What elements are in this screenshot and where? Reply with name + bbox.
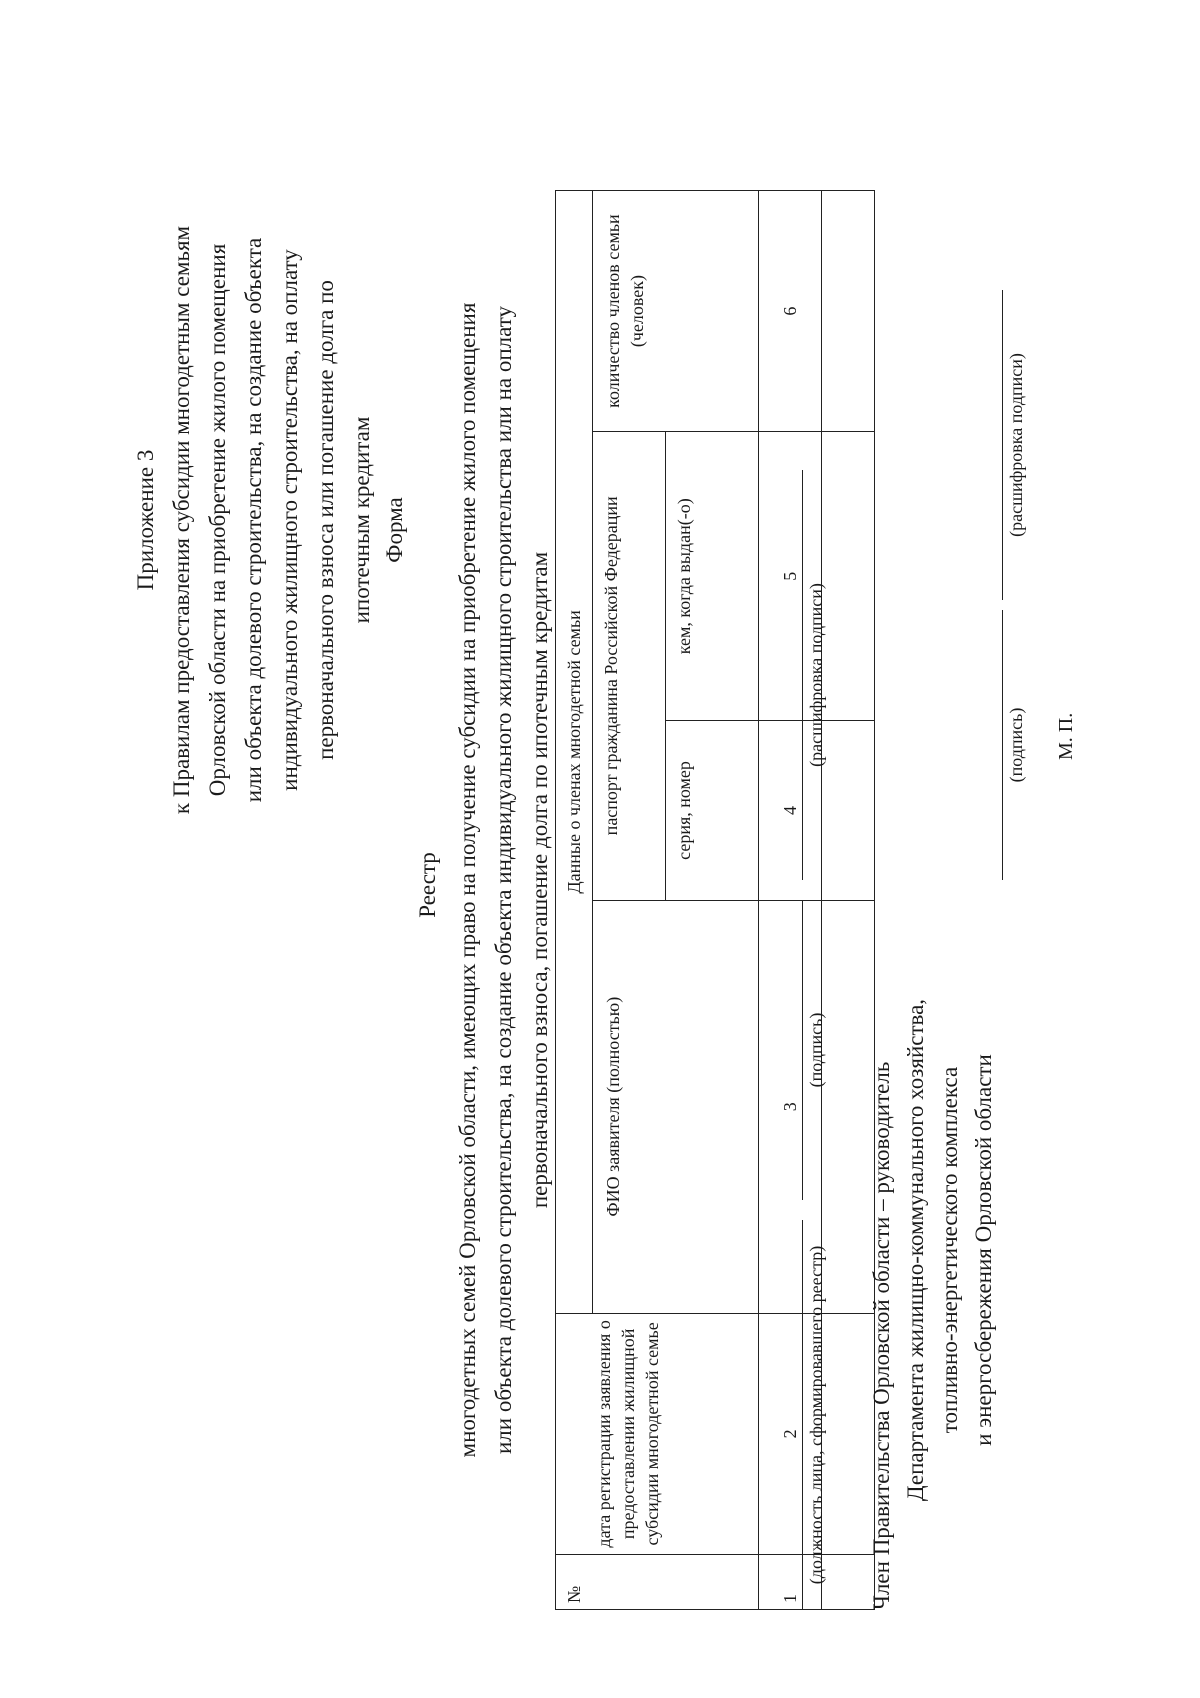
appendix-line: к Правилам предоставления субсидии многодетным семьям	[169, 225, 194, 815]
appendix-line: Орловской области на приобретение жилого помещения	[205, 243, 230, 797]
position-label: (должность лица, сформировавшего реестр)	[806, 1245, 826, 1585]
header-passport-issued: кем, когда выдан(-о)	[666, 432, 759, 721]
rotated-document-page	[120, 130, 1180, 1640]
registry-title: Реестр	[415, 852, 440, 918]
member-line: Департамента жилищно-коммунального хозяйства,	[903, 998, 928, 1502]
registry-line: или объекта долевого строительства, на создание объекта индивидуального жилищного строительства или на оплату	[491, 306, 516, 1454]
header-family-count: количество членов семьи (человек)	[593, 191, 759, 432]
stamp-placeholder: М. П.	[1055, 712, 1077, 760]
decoding-line-2	[1002, 290, 1003, 600]
header-passport: паспорт гражданина Российской Федерации	[593, 432, 666, 900]
decoding-label-2: (расшифровка подписи)	[1006, 353, 1026, 537]
header-family-data: Данные о членах многодетной семьи	[556, 191, 593, 1314]
signature-line-2	[1002, 610, 1003, 880]
member-line: топливно-энергетического комплекса	[937, 1066, 962, 1434]
cell-number: 6	[759, 191, 822, 432]
cell-number: 4	[759, 721, 822, 900]
appendix-line: первоначального взноса или погашение долга по	[313, 280, 338, 760]
header-applicant-name: ФИО заявителя (полностью)	[593, 900, 759, 1313]
registry-line: первоначального взноса, погашение долга по ипотечным кредитам	[527, 551, 552, 1209]
appendix-line: или объекта долевого строительства, на создание объекта	[241, 237, 266, 803]
cell-number: 5	[759, 432, 822, 721]
header-registration-date: дата регистрации заявления о предоставлении жилищной субсидии многодетной семье	[556, 1313, 759, 1554]
registry-table	[555, 190, 875, 1610]
cell-number: 3	[759, 900, 822, 1313]
empty-cell	[822, 191, 875, 432]
appendix-line: индивидуального жилищного строительства, на оплату	[277, 249, 302, 791]
form-label: Форма	[382, 497, 407, 563]
member-line: и энергосбережения Орловской области	[971, 1054, 996, 1446]
empty-cell	[822, 432, 875, 721]
registry-line: многодетных семей Орловской области, имеющих право на получение субсидии на приобретение жилого помещения	[455, 302, 480, 1458]
decoding-label: (расшифровка подписи)	[806, 583, 826, 767]
appendix-line: ипотечным кредитам	[349, 416, 374, 624]
signature-line	[802, 900, 803, 1200]
decoding-line	[802, 470, 803, 880]
member-line: Член Правительства Орловской области – руководитель	[869, 1061, 894, 1610]
appendix-header	[128, 130, 380, 910]
header-number: №	[556, 1554, 759, 1609]
table-header-row	[556, 191, 593, 1610]
cell-number: 1	[759, 1554, 822, 1609]
appendix-line: Приложение 3	[133, 449, 158, 591]
registry-description	[450, 200, 558, 1560]
member-title	[865, 890, 1001, 1610]
header-passport-series: серия, номер	[666, 721, 759, 900]
signature-label-2: (подпись)	[1006, 707, 1026, 783]
cell-number: 2	[759, 1313, 822, 1554]
position-line	[802, 1220, 803, 1610]
empty-cell	[822, 721, 875, 900]
signature-label: (подпись)	[806, 1012, 826, 1088]
